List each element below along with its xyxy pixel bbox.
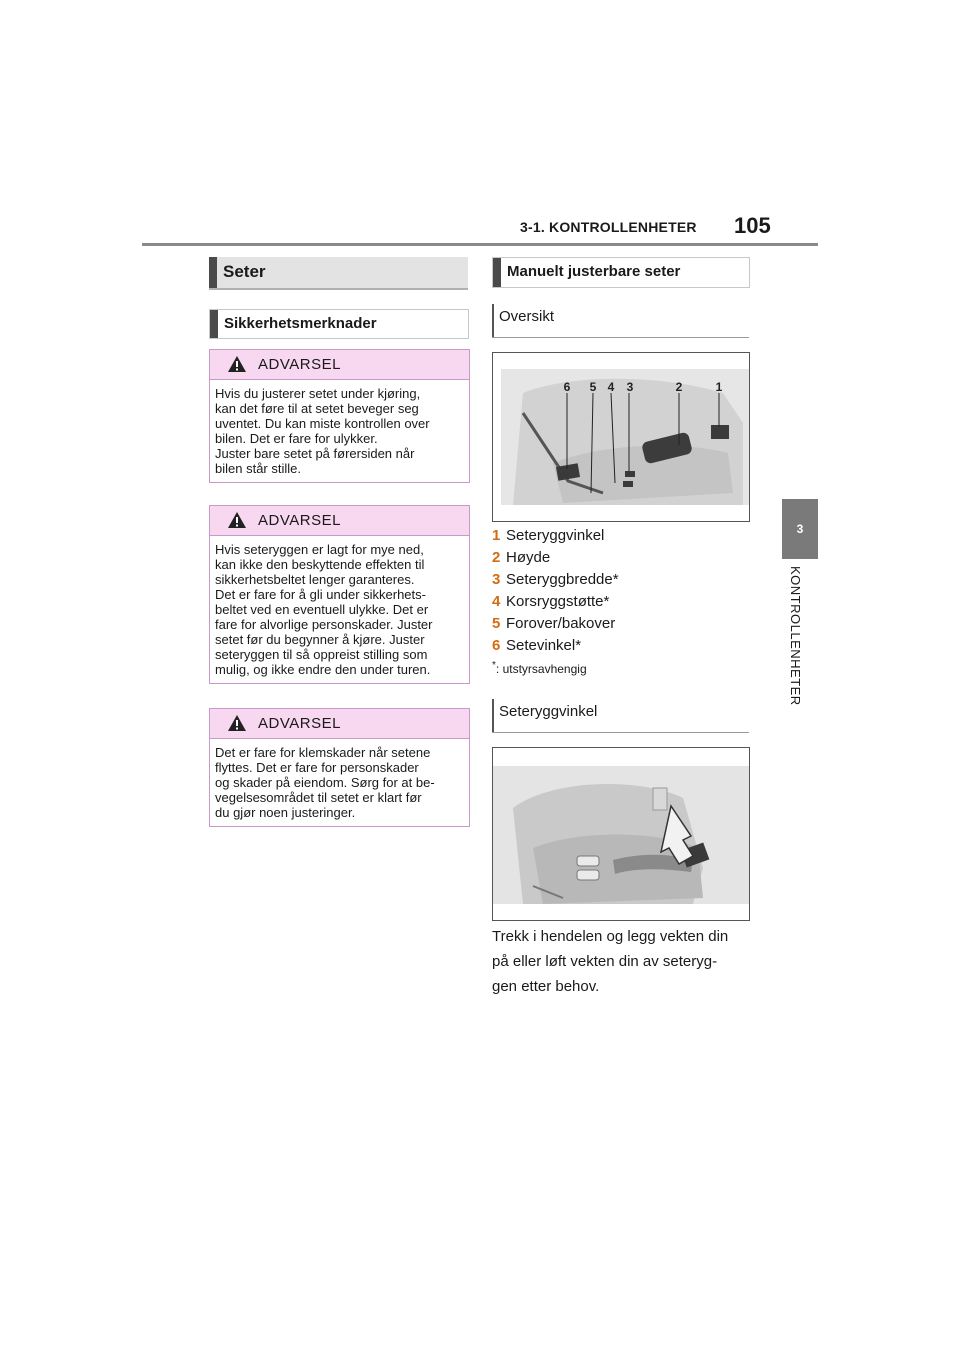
warning-line: og skader på eiendom. Sørg for at be- bbox=[215, 775, 435, 790]
item-number: 3 bbox=[492, 571, 501, 588]
instruction-line: Trekk i hendelen og legg vekten din bbox=[492, 928, 729, 945]
warning-box bbox=[209, 349, 470, 483]
item-number: 1 bbox=[492, 527, 501, 544]
heading-safety bbox=[209, 309, 469, 339]
section-title: 3-1. KONTROLLENHETER bbox=[520, 219, 697, 235]
item-number: 2 bbox=[492, 549, 501, 566]
footnote-text: : utstyrsavhengig bbox=[495, 662, 587, 676]
subheading-text: Seteryggvinkel bbox=[499, 703, 598, 720]
heading-seter bbox=[209, 257, 468, 290]
warning-line: kan det føre til at setet beveger seg bbox=[215, 401, 419, 416]
warning-text bbox=[210, 536, 469, 683]
warning-text bbox=[210, 380, 469, 482]
item-label: Korsryggstøtte* bbox=[506, 593, 610, 610]
list-item bbox=[492, 637, 619, 659]
list-item bbox=[492, 527, 619, 549]
instruction-paragraph bbox=[492, 924, 752, 999]
warning-line: uventet. Du kan miste kontrollen over bbox=[215, 416, 430, 431]
warning-title-bar bbox=[210, 709, 469, 739]
item-number: 4 bbox=[492, 593, 501, 610]
item-label: Høyde bbox=[506, 549, 551, 566]
list-item bbox=[492, 593, 619, 615]
item-label: Seteryggbredde* bbox=[506, 571, 619, 588]
header-rule bbox=[142, 243, 818, 246]
warning-line: bilen står stille. bbox=[215, 461, 301, 476]
heading-text: Sikkerhetsmerknader bbox=[224, 315, 377, 332]
warning-triangle-icon bbox=[227, 511, 247, 529]
warning-line: seteryggen til så oppreist stilling som bbox=[215, 647, 428, 662]
warning-line: Juster bare setet på førersiden når bbox=[215, 446, 415, 461]
list-item bbox=[492, 571, 619, 593]
controls-legend bbox=[492, 527, 619, 659]
seat-controls-drawing bbox=[493, 353, 749, 521]
chapter-tab[interactable]: 3 bbox=[782, 499, 818, 559]
item-number: 5 bbox=[492, 615, 501, 632]
warning-line: fare for alvorlige personskader. Juster bbox=[215, 617, 433, 632]
callout-2: 2 bbox=[675, 380, 683, 394]
warning-line: mulig, og ikke endre den under turen. bbox=[215, 662, 431, 677]
page-number: 105 bbox=[734, 213, 771, 238]
warning-line: Det er fare for klemskader når setene bbox=[215, 745, 431, 760]
heading-manual-seats bbox=[492, 257, 750, 288]
warning-line: flyttes. Det er fare for personskader bbox=[215, 760, 419, 775]
list-item bbox=[492, 615, 619, 637]
warning-line: kan ikke den beskyttende effekten til bbox=[215, 557, 425, 572]
warning-line: beltet ved en eventuell ulykke. Det er bbox=[215, 602, 429, 617]
callout-6: 6 bbox=[563, 380, 571, 394]
warning-title: ADVARSEL bbox=[258, 715, 341, 732]
callout-5: 5 bbox=[589, 380, 597, 394]
instruction-line: gen etter behov. bbox=[492, 978, 600, 995]
backrest-lever-drawing bbox=[493, 748, 749, 920]
callout-3: 3 bbox=[626, 380, 634, 394]
item-number: 6 bbox=[492, 637, 501, 654]
heading-text: Seter bbox=[223, 262, 266, 281]
item-label: Forover/bakover bbox=[506, 615, 616, 632]
heading-marker bbox=[209, 257, 217, 288]
instruction-line: på eller løft vekten din av seteryg- bbox=[492, 953, 718, 970]
warning-line: du gjør noen justeringer. bbox=[215, 805, 356, 820]
backrest-lever-illustration bbox=[492, 747, 750, 921]
warning-line: bilen. Det er fare for ulykker. bbox=[215, 431, 378, 446]
warning-title: ADVARSEL bbox=[258, 512, 341, 529]
footnote bbox=[492, 660, 587, 676]
warning-line: Det er fare for å gli under sikkerhets- bbox=[215, 587, 426, 602]
seat-controls-illustration bbox=[492, 352, 750, 522]
warning-title-bar bbox=[210, 350, 469, 380]
subheading-line bbox=[492, 337, 749, 338]
footnote-mark: * bbox=[492, 660, 496, 671]
callout-4: 4 bbox=[607, 380, 615, 394]
callout-1: 1 bbox=[715, 380, 723, 394]
subheading-text: Oversikt bbox=[499, 308, 555, 325]
subheading-line bbox=[492, 732, 749, 733]
warning-line: vegelsesområdet til setet er klart før bbox=[215, 790, 422, 805]
subheading-bar bbox=[492, 304, 494, 337]
warning-text bbox=[210, 739, 469, 826]
heading-marker bbox=[493, 258, 501, 287]
warning-triangle-icon bbox=[227, 714, 247, 732]
warning-title-bar bbox=[210, 506, 469, 536]
warning-line: sikkerhetsbeltet lenger garanteres. bbox=[215, 572, 415, 587]
warning-triangle-icon bbox=[227, 355, 247, 373]
item-label: Seteryggvinkel bbox=[506, 527, 605, 544]
warning-line: setet før du begynner å kjøre. Juster bbox=[215, 632, 425, 647]
warning-line: Hvis seteryggen er lagt for mye ned, bbox=[215, 542, 424, 557]
heading-marker bbox=[210, 310, 218, 338]
warning-title: ADVARSEL bbox=[258, 356, 341, 373]
heading-text: Manuelt justerbare seter bbox=[507, 263, 681, 280]
warning-box bbox=[209, 505, 470, 684]
subheading-bar bbox=[492, 699, 494, 732]
warning-box bbox=[209, 708, 470, 827]
list-item bbox=[492, 549, 619, 571]
chapter-side-label: KONTROLLENHETER bbox=[788, 566, 803, 706]
warning-line: Hvis du justerer setet under kjøring, bbox=[215, 386, 421, 401]
item-label: Setevinkel* bbox=[506, 637, 582, 654]
